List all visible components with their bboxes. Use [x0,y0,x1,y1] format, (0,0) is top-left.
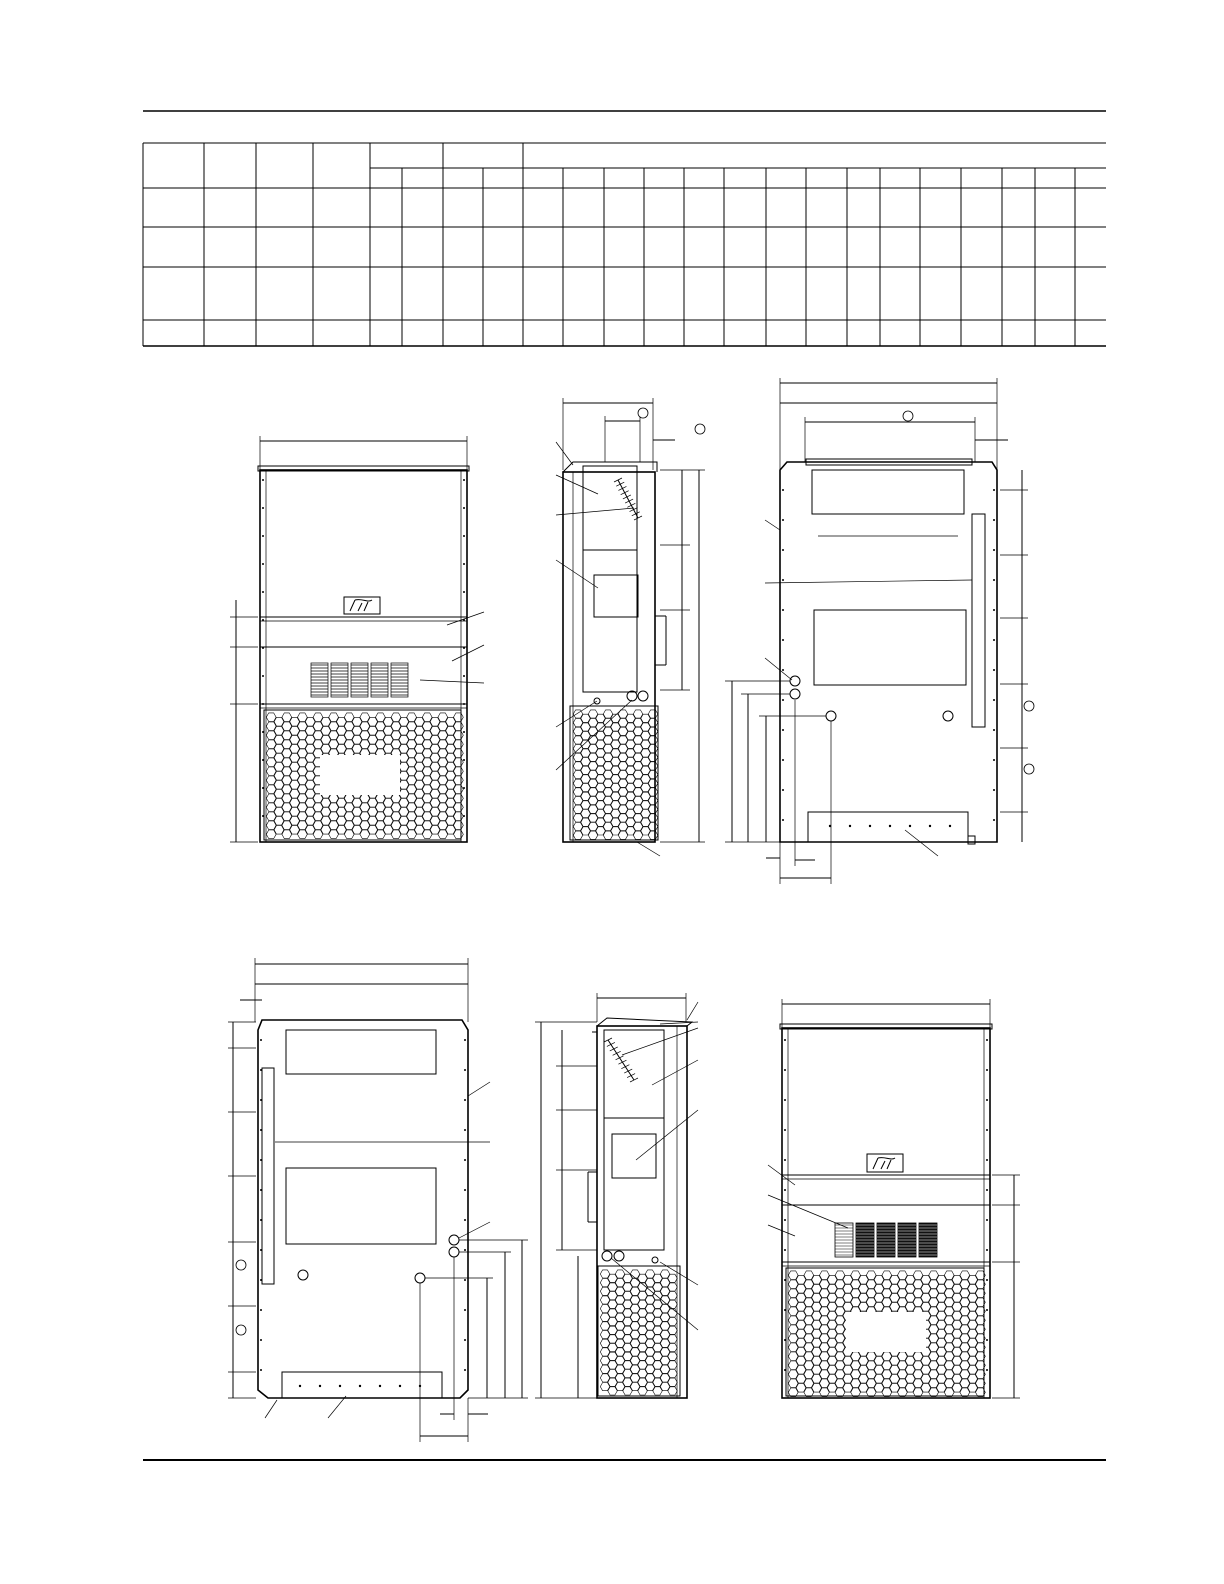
bottom-side-view [535,993,698,1398]
louver-grille [311,663,408,697]
top-front-view [230,436,484,842]
brand-logo [867,1154,903,1172]
top-side-view [556,398,705,856]
bottom-front-view [768,999,1020,1398]
footer-rule [143,1459,1106,1461]
top-back-view [725,378,1034,884]
bottom-back-view [228,958,528,1442]
